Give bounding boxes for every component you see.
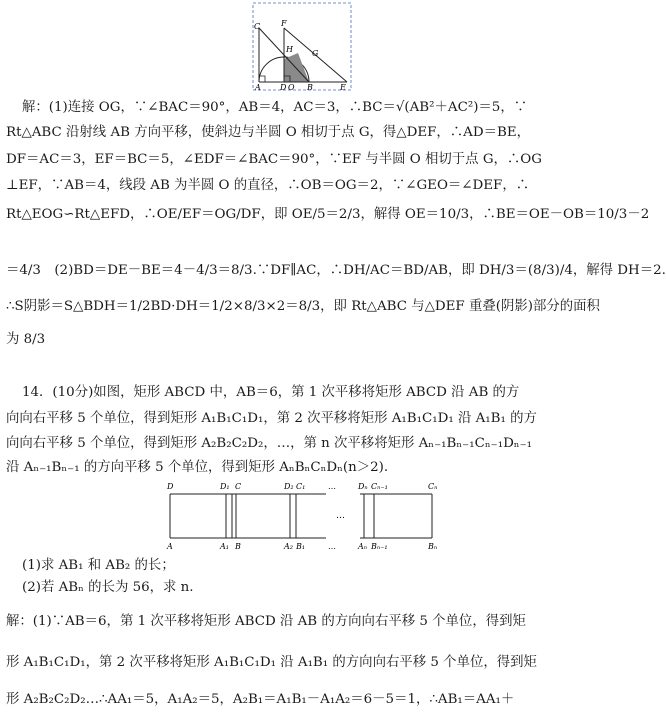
label-A1: A₁: [220, 542, 229, 551]
label-E: E: [340, 83, 346, 92]
label-A2: A₂: [284, 542, 293, 551]
question-2: (2)若 ABₙ 的长为 56，求 n.: [22, 580, 194, 595]
label-H: H: [286, 45, 293, 54]
label-O: O: [288, 83, 295, 92]
label-D1: D₁: [220, 482, 230, 491]
label-top-ellipsis: …: [328, 482, 336, 491]
label-Bn: Bₙ: [428, 542, 438, 551]
solution14-line-1: 解：(1)∵AB＝6，第 1 次平移将矩形 ABCD 沿 AB 的方向向右平移 5 个单位，得到矩: [6, 614, 526, 629]
solution13-line-7: ∴S阴影＝S△BDH＝1/2BD·DH＝1/2×8/3×2＝8/3，即 Rt△ABC 与△DEF 重叠(阴影)部分的面积: [6, 299, 600, 314]
label-C: C: [235, 482, 242, 491]
label-C1: C₁: [296, 482, 306, 491]
label-D: D: [167, 482, 174, 491]
label-A: A: [255, 83, 261, 92]
solution14-line-3: 形 A₂B₂C₂D₂…∴AA₁＝5，A₁A₂＝5，A₂B₁＝A₁B₁－A₁A₂＝6－5＝1，∴AB₁＝AA₁＋: [6, 692, 515, 707]
problem14-line-1: 14．(10分)如图，矩形 ABCD 中，AB＝6，第 1 次平移将矩形 ABCD 沿 AB 的方: [22, 385, 520, 400]
figure-middle-ellipsis: …: [336, 511, 345, 521]
problem14-line-4: 沿 Aₙ₋₁Bₙ₋₁ 的方向平移 5 个单位，得到矩形 AₙBₙCₙDₙ(n＞2).: [6, 460, 389, 475]
label-D: D: [280, 83, 287, 92]
label-Cn-1: Cₙ₋₁: [371, 482, 388, 491]
figure-triangle-semicircle: [252, 2, 352, 91]
label-B1: B₁: [296, 542, 306, 551]
label-F: F: [281, 19, 287, 28]
solution13-line-1: 解：(1)连接 OG，∵∠BAC＝90°，AB＝4，AC＝3，∴BC＝√(AB²＋AC²)＝5，∵: [22, 100, 528, 115]
solution13-line-5: Rt△EOG∽Rt△EFD，∴OE/EF＝OG/DF，即 OE/5＝2/3，解得 OE＝10/3，∴BE＝OE－OB＝10/3－2: [6, 207, 650, 222]
label-B: B: [235, 542, 241, 551]
label-An: Aₙ: [358, 542, 368, 551]
label-Cn: Cₙ: [428, 482, 438, 491]
label-C: C: [254, 22, 261, 31]
solution13-line-3: DF＝AC＝3，EF＝BC＝5，∠EDF＝∠BAC＝90°，∵EF 与半圆 O 相切于点 G，∴OG: [6, 152, 542, 167]
solution13-line-6: ＝4/3 (2)BD＝DE－BE＝4－4/3＝8/3.∵DF∥AC，∴DH/AC＝BD/AB，即 DH/3＝(8/3)/4，解得 DH＝2.: [6, 263, 666, 278]
problem14-line-2: 向向右平移 5 个单位，得到矩形 A₁B₁C₁D₁，第 2 次平移将矩形 A₁B₁C₁D₁ 沿 A₁B₁ 的方: [6, 411, 537, 426]
label-G: G: [312, 49, 319, 58]
label-Bn-1: Bₙ₋₁: [371, 542, 388, 551]
solution14-line-2: 形 A₁B₁C₁D₁，第 2 次平移将矩形 A₁B₁C₁D₁ 沿 A₁B₁ 的方向向右平移 5 个单位，得到矩: [6, 655, 537, 670]
label-D2: D₂: [284, 482, 294, 491]
label-Dn: Dₙ: [358, 482, 368, 491]
label-bottom-ellipsis: …: [328, 542, 336, 551]
solution13-line-8: 为 8/3: [6, 332, 46, 347]
label-A: A: [167, 542, 173, 551]
problem14-line-3: 向向右平移 5 个单位，得到矩形 A₂B₂C₂D₂，…，第 n 次平移将矩形 Aₙ₋₁Bₙ₋₁Cₙ₋₁Dₙ₋₁: [6, 436, 533, 451]
label-B: B: [307, 83, 313, 92]
question-1: (1)求 AB₁ 和 AB₂ 的长；: [22, 558, 175, 573]
solution13-line-2: Rt△ABC 沿射线 AB 方向平移，使斜边与半圆 O 相切于点 G，得△DEF，∴AD＝BE，: [6, 125, 530, 140]
figure-translated-rectangles: [160, 478, 450, 552]
solution13-line-4: ⊥EF，∵AB＝4，线段 AB 为半圆 O 的直径，∴OB＝OG＝2，∵∠GEO＝∠DEF，∴: [6, 178, 530, 193]
